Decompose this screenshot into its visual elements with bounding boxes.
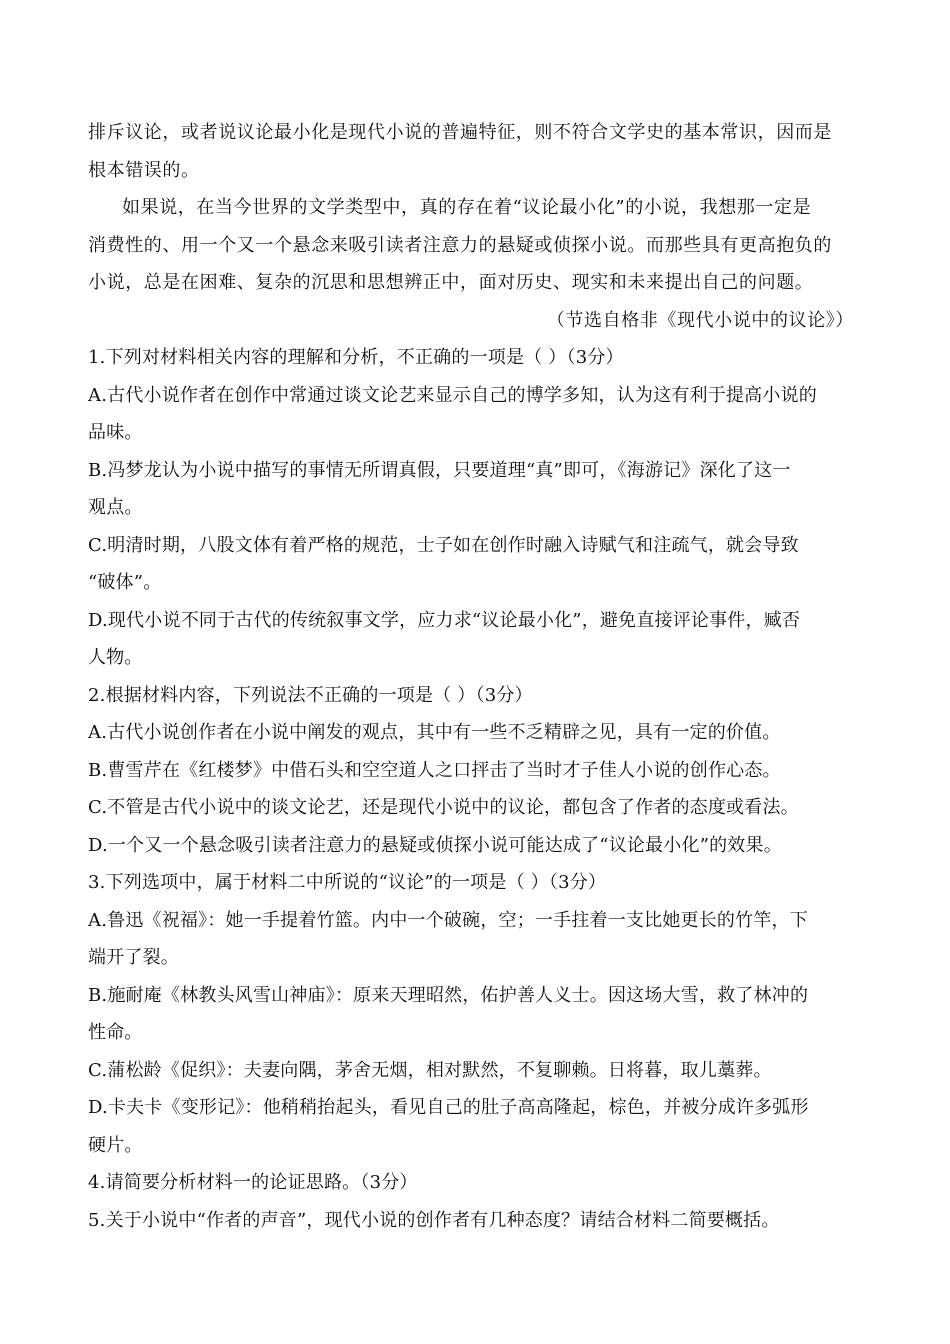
option-a: A.古代小说创作者在小说中阐发的观点，其中有一些不乏精辟之见，具有一定的价值。: [88, 722, 781, 743]
document-content: [88, 114, 854, 1239]
text-line: 观点。: [88, 497, 143, 518]
text-line: 端开了裂。: [88, 947, 179, 968]
question-stem: 5.关于小说中“作者的声音”，现代小说的创作者有几种态度？请结合材料二简要概括。: [88, 1209, 780, 1231]
passage-paragraph-2: [88, 189, 854, 302]
text-line: 人物。: [88, 647, 143, 668]
option-b: B.曹雪芹在《红楼梦》中借石头和空空道人之口抨击了当时才子佳人小说的创作心态。: [88, 759, 781, 781]
option-a: [88, 377, 854, 452]
text-line: 如果说，在当今世界的文学类型中，真的存在着“议论最小化”的小说，我想那一定是: [122, 197, 812, 218]
option-c: [88, 527, 854, 602]
text-line: D.卡夫卡《变形记》：他稍稍抬起头，看见自己的肚子高高隆起，棕色，并被分成许多弧形: [88, 1097, 809, 1118]
option-d: [88, 602, 854, 677]
question-stem: 2.根据材料内容，下列说法不正确的一项是（ ）（3分）: [88, 684, 533, 706]
option-c: C.不管是古代小说中的谈文论艺，还是现代小说中的议论，都包含了作者的态度或看法。: [88, 797, 799, 818]
text-line: A.古代小说作者在创作中常通过谈文论艺来显示自己的博学多知，认为这有利于提高小说的: [88, 384, 817, 406]
option-b: [88, 977, 854, 1052]
question-stem: 1.下列对材料相关内容的理解和分析，不正确的一项是（ ）（3分）: [88, 347, 624, 368]
text-line: 性命。: [88, 1022, 143, 1043]
text-line: B.冯梦龙认为小说中描写的事情无所谓真假，只要道理“真”即可，《海游记》深化了这一: [88, 459, 791, 481]
text-line: 品味。: [88, 422, 143, 443]
text-line: “破体”。: [88, 572, 162, 593]
text-line: 小说，总是在困难、复杂的沉思和思想辨正中，面对历史、现实和未来提出自己的问题。: [88, 272, 814, 293]
text-line: 硬片。: [88, 1134, 143, 1156]
question-4: [88, 1164, 854, 1202]
text-line: D.现代小说不同于古代的传统叙事文学，应力求“议论最小化”，避免直接评论事件，臧否: [88, 609, 801, 631]
text-line: B.施耐庵《林教头风雪山神庙》：原来天理昭然，佑护善人义士。因这场大雪，救了林冲的: [88, 984, 809, 1006]
text-line: 根本错误的。: [88, 159, 200, 181]
option-b: [88, 452, 854, 527]
option-c: C.蒲松龄《促织》：夫妻向隅，茅舍无烟，相对默然，不复聊赖。日将暮，取儿藁葬。: [88, 1059, 772, 1081]
passage-excerpt: [88, 114, 854, 339]
question-stem: 3.下列选项中，属于材料二中所说的“议论”的一项是（ ）（3分）: [88, 872, 607, 893]
text-line: C.明清时期，八股文体有着严格的规范，士子如在创作时融入诗赋气和注疏气，就会导致: [88, 534, 799, 556]
option-a: [88, 902, 854, 977]
text-line: 排斥议论，或者说议论最小化是现代小说的普遍特征，则不符合文学史的基本常识，因而是: [88, 122, 832, 143]
question-3: [88, 864, 854, 1164]
text-line: 消费性的、用一个又一个悬念来吸引读者注意力的悬疑或侦探小说。而那些具有更高抱负的: [88, 234, 832, 256]
option-d: [88, 1089, 854, 1164]
source-citation: （节选自格非《现代小说中的议论》）: [546, 309, 854, 331]
text-line: A.鲁迅《祝福》：她一手提着竹篮。内中一个破碗，空；一手拄着一支比她更长的竹竿，下: [88, 909, 808, 931]
question-stem: 4.请简要分析材料一的论证思路。（3分）: [88, 1172, 418, 1193]
question-5: [88, 1202, 854, 1240]
question-1: [88, 339, 854, 677]
passage-paragraph-1: [88, 114, 854, 189]
option-d: D.一个又一个悬念吸引读者注意力的悬疑或侦探小说可能达成了“议论最小化”的效果。: [88, 834, 782, 856]
question-2: [88, 677, 854, 865]
